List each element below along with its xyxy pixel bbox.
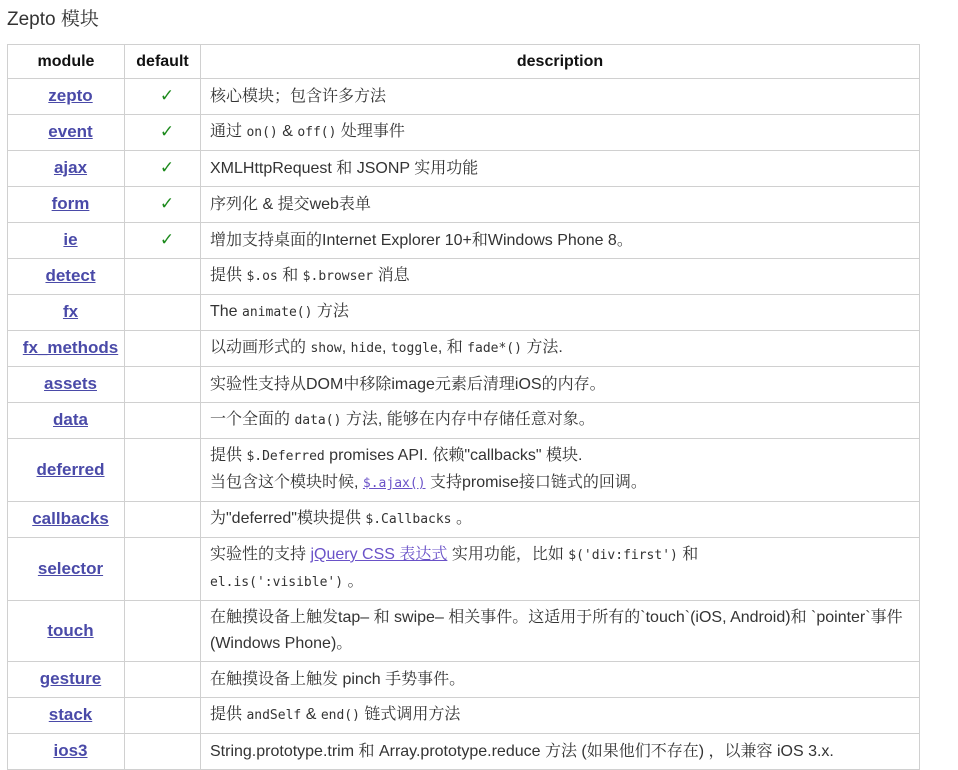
module-link-ie[interactable]: ie <box>63 230 78 249</box>
module-link-data[interactable]: data <box>53 410 88 429</box>
default-empty <box>125 538 201 601</box>
module-link-assets[interactable]: assets <box>44 374 97 393</box>
check-icon: ✓ <box>159 122 175 142</box>
description: 在触摸设备上触发 pinch 手势事件。 <box>201 662 920 698</box>
default-empty <box>125 259 201 295</box>
default-empty <box>125 295 201 331</box>
module-link-touch[interactable]: touch <box>47 620 94 640</box>
module-link-zepto[interactable]: zepto <box>48 86 93 105</box>
description: The animate() 方法 <box>201 295 920 331</box>
default-empty <box>125 367 201 403</box>
table-row <box>8 662 920 698</box>
code-off: off() <box>297 125 337 140</box>
module-link-ios3[interactable]: ios3 <box>53 741 88 760</box>
default-empty <box>125 662 201 698</box>
check-icon: ✓ <box>159 194 175 214</box>
page-title: Zepto 模块 <box>7 9 99 30</box>
table-row <box>8 403 920 439</box>
default-empty <box>125 698 201 734</box>
check-icon: ✓ <box>159 230 175 250</box>
code-on: on() <box>246 125 278 140</box>
description: 实验性支持从DOM中移除image元素后清理iOS的内存。 <box>201 367 920 403</box>
check-icon: ✓ <box>159 86 175 106</box>
module-link-deferred[interactable]: deferred <box>36 459 105 479</box>
check-icon: ✓ <box>159 158 175 178</box>
description: 提供 $.os 和 $.browser 消息 <box>201 259 920 295</box>
description: 核心模块；包含许多方法 <box>201 79 920 115</box>
modules-table <box>7 44 920 770</box>
header-default: default <box>125 45 201 79</box>
jquery-css-link[interactable]: jQuery CSS 表达式 <box>310 546 448 563</box>
module-link-fx[interactable]: fx <box>62 302 79 321</box>
description: String.prototype.trim 和 Array.prototype.reduce 方法 (如果他们不存在) ，以兼容 iOS 3.x. <box>201 734 920 770</box>
module-link-fx-methods[interactable]: fx_methods <box>22 338 119 357</box>
description: 实验性的支持 jQuery CSS 表达式 实用功能，比如 $('div:first') 和 el.is(':visible') 。 <box>201 538 920 601</box>
table-row <box>8 223 920 259</box>
table-row <box>8 734 920 770</box>
default-empty <box>125 502 201 538</box>
module-link-gesture[interactable]: gesture <box>39 669 102 688</box>
table-row <box>8 698 920 734</box>
module-link-callbacks[interactable]: callbacks <box>32 509 109 528</box>
table-row <box>8 79 920 115</box>
module-link-event[interactable]: event <box>48 122 93 141</box>
table-row <box>8 151 920 187</box>
description: XMLHttpRequest 和 JSONP 实用功能 <box>201 151 920 187</box>
description: 为"deferred"模块提供 $.Callbacks 。 <box>201 502 920 538</box>
table-row <box>8 502 920 538</box>
description: 提供 $.Deferred promises API. 依赖"callbacks" 模块. 当包含这个模块时候, $.ajax() 支持promise接口链式的回调。 <box>201 439 920 502</box>
description: 序列化 & 提交web表单 <box>201 187 920 223</box>
header-description: description <box>201 45 920 79</box>
ajax-doc-link[interactable]: $.ajax() <box>362 476 426 491</box>
table-row <box>8 115 920 151</box>
module-link-ajax[interactable]: ajax <box>53 158 88 177</box>
table-header-row <box>8 45 920 79</box>
description: 增加支持桌面的Internet Explorer 10+和Windows Phone 8。 <box>201 223 920 259</box>
default-empty <box>125 331 201 367</box>
table-row <box>8 439 920 502</box>
description: 以动画形式的 show, hide, toggle, 和 fade*() 方法. <box>201 331 920 367</box>
table-row <box>8 538 920 601</box>
description: 在触摸设备上触发tap– 和 swipe– 相关事件。这适用于所有的`touch`(iOS, Android)和 `pointer`事件(Windows Phone)。 <box>201 601 920 662</box>
default-empty <box>125 734 201 770</box>
default-empty <box>125 601 201 662</box>
module-link-selector[interactable]: selector <box>37 558 104 578</box>
description: 一个全面的 data() 方法, 能够在内存中存储任意对象。 <box>201 403 920 439</box>
description: 通过 on() & off() 处理事件 <box>201 115 920 151</box>
module-link-stack[interactable]: stack <box>48 705 93 724</box>
module-link-detect[interactable]: detect <box>45 266 96 285</box>
description: 提供 andSelf & end() 链式调用方法 <box>201 698 920 734</box>
table-row <box>8 367 920 403</box>
header-module: module <box>8 45 125 79</box>
table-row <box>8 259 920 295</box>
default-empty <box>125 439 201 502</box>
table-row <box>8 295 920 331</box>
table-row <box>8 601 920 662</box>
module-link-form[interactable]: form <box>51 194 90 213</box>
table-row <box>8 187 920 223</box>
table-row <box>8 331 920 367</box>
default-empty <box>125 403 201 439</box>
